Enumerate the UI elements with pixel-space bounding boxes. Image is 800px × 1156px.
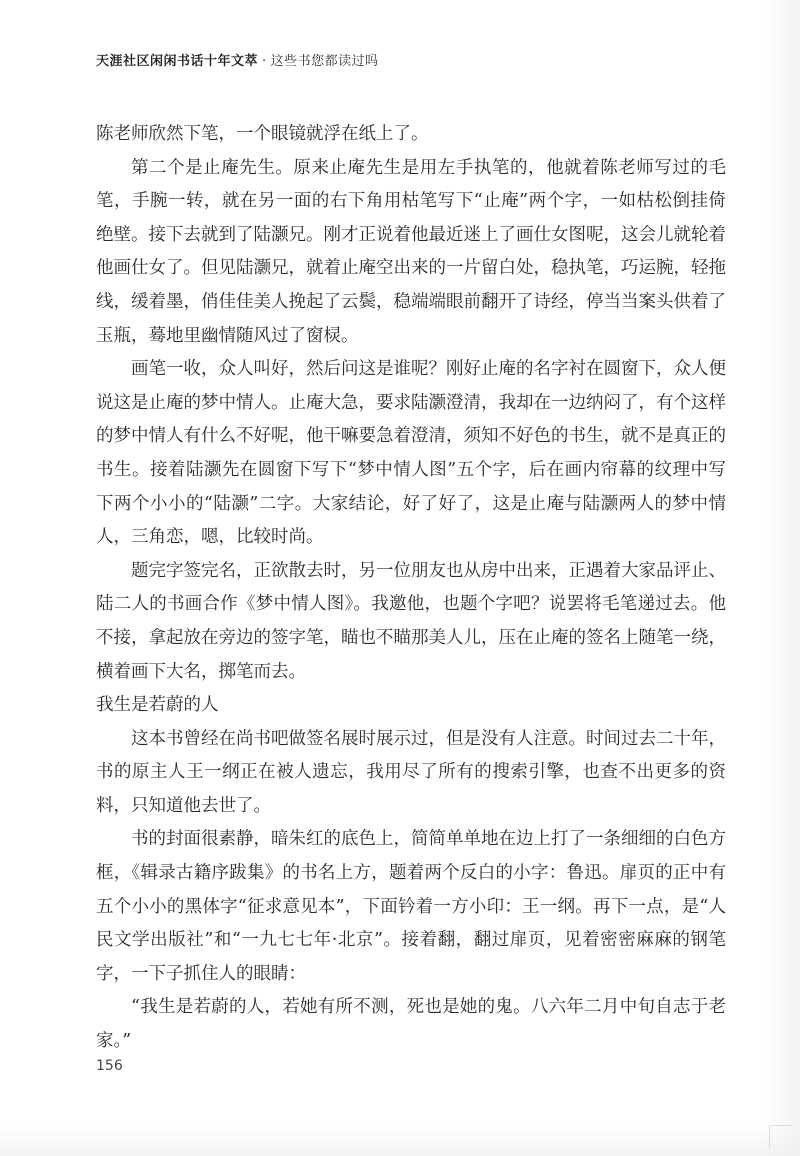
paragraph: 第二个是止庵先生。原来止庵先生是用左手执笔的，他就着陈老师写过的毛笔，手腕一转，就在另一面的右下角用枯笔写下“止庵”两个字，一如枯松倒挂倚绝壁。接下去就到了陆灏兄。刚才正说着他最近迷上了画仕女图呢，这会儿就轮着他画仕女了。但见陆灏兄，就着止庵空出来的一片留白处，稳执笔，巧运腕，轻拖线，缓着墨，俏佳佳美人挽起了云鬓，稳端端眼前翻开了诗经，停当当案头供着了玉瓶，蓦地里幽情随风过了窗棂。 bbox=[96, 157, 726, 346]
header-book-title: 天涯社区闲闲书话十年文萃 bbox=[96, 54, 259, 69]
section-title: 我生是若蔚的人 bbox=[96, 695, 219, 716]
scan-corner-mark bbox=[769, 1125, 792, 1148]
page-number: 156 bbox=[96, 1058, 123, 1074]
paragraph: 画笔一收，众人叫好，然后问这是谁呢？刚好止庵的名字衬在圆窗下，众人便说这是止庵的梦中情人。止庵大急，要求陆灏澄清，我却在一边纳闷了，有个这样的梦中情人有什么不好呢，他干嘛要急着澄清，须知不好色的书生，就不是真正的书生。接着陆灏先在圆窗下写下“梦中情人图”五个字，后在画内帘幕的纹理中写下两个小小的“陆灏”二字。大家结论，好了好了，这是止庵与陆灏两人的梦中情人，三角恋，嗯，比较时尚。 bbox=[96, 359, 726, 548]
paragraph: 这本书曾经在尚书吧做签名展时展示过，但是没有人注意。时间过去二十年，书的原主人王一纲正在被人遗忘，我用尽了所有的搜索引擎，也查不出更多的资料，只知道他去世了。 bbox=[96, 728, 726, 816]
page-bottom-shadow bbox=[0, 1126, 800, 1156]
paragraph: “我生是若蔚的人，若她有所不测，死也是她的鬼。八六年二月中旬自志于老家。” bbox=[96, 997, 726, 1052]
paragraph: 书的封面很素静，暗朱红的底色上，简简单单地在边上打了一条细细的白色方框，《辑录古籍序跋集》的书名上方，题着两个反白的小字：鲁迅。扉页的正中有五个小小的黑体字“征求意见本”，下面钤着一方小印：王一纲。再下一点，是“人民文学出版社”和“一九七七年·北京”。接着翻，翻过扉页，见着密密麻麻的钢笔字，一下子抓住人的眼睛： bbox=[96, 829, 726, 984]
paragraph: 题完字签完名，正欲散去时，另一位朋友也从房中出来，正遇着大家品评止、陆二人的书画合作《梦中情人图》。我邀他，也题个字吧？说罢将毛笔递过去。他不接，拿起放在旁边的签字笔，瞄也不瞄那美人儿，压在止庵的签名上随笔一绕，横着画下大名，掷笔而去。 bbox=[96, 560, 726, 682]
paragraph: 陈老师欣然下笔，一个眼镜就浮在纸上了。 bbox=[96, 124, 429, 144]
page-edge-shadow bbox=[760, 0, 800, 1156]
header-separator: · bbox=[262, 54, 267, 69]
running-header bbox=[96, 50, 379, 69]
header-section-name: 这些书您都读过吗 bbox=[270, 54, 379, 69]
body-text bbox=[96, 118, 726, 1059]
